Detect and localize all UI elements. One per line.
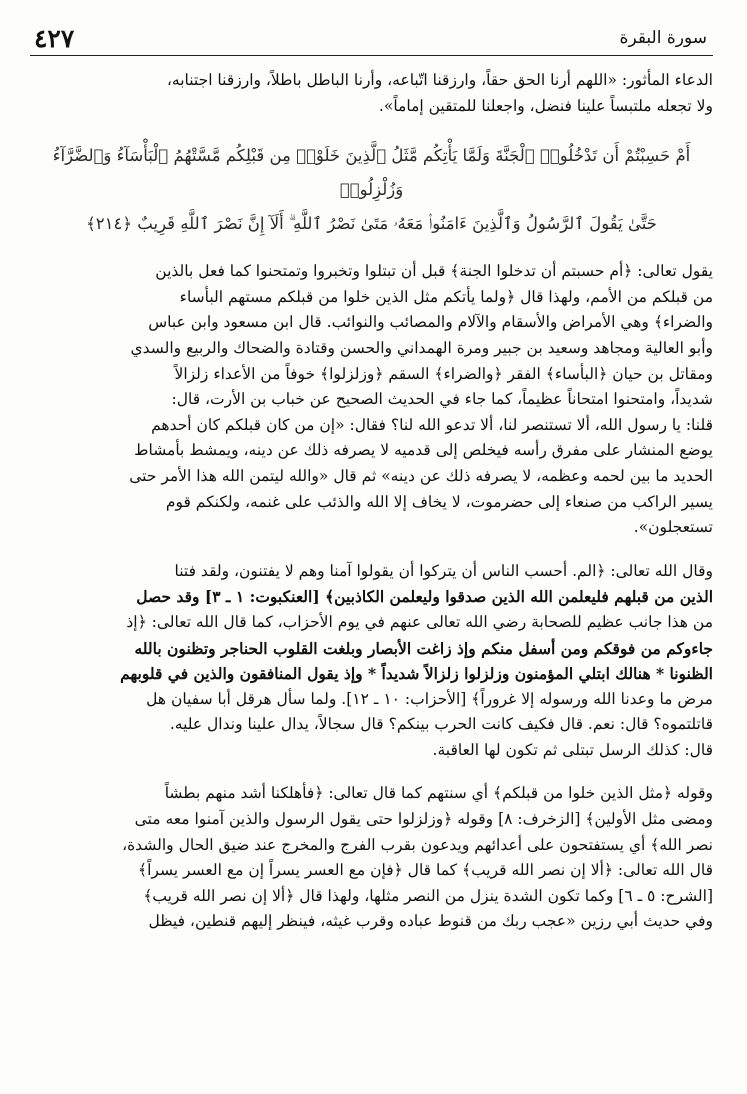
text-line: الذين من قبلهم فليعلمن الله الذين صدقوا وليعلمن الكاذبين﴾ [العنكبوت: ١ ـ ٣] وقد حصل (136, 587, 713, 607)
tafsir-paragraph-2 (30, 559, 713, 764)
intro-line: الدعاء المأثور: «اللهم أرنا الحق حقاً، وارزقنا اتّباعه، وأرنا الباطل باطلاً، وارزقنا اجتنابه، (166, 71, 713, 89)
page-content (30, 68, 713, 935)
text-line: يوضع المنشار على مفرق رأسه فيخلص إلى قدميه لا يصرفه ذلك عن دينه، ويمشط بأمشاط (134, 441, 713, 460)
verse-line: أَمْ حَسِبْتُمْ أَن تَدْخُلُوا۟ ٱلْجَنَّةَ وَلَمَّا يَأْتِكُم مَّثَلُ ٱلَّذِينَ خَلَوْا۟ مِن قَبْلِكُم مَّسَّتْهُمُ ٱلْبَأْسَآءُ وَٱلضَّرَّآءُ وَزُلْزِلُوا۟ (52, 146, 691, 200)
text-line: وأبو العالية ومجاهد وسعيد بن جبير ومرة الهمداني والحسن وقتادة والضحاك والربيع والسدي (130, 338, 713, 357)
text-line: قال: كذلك الرسل تبتلى ثم تكون لها العاقبة. (432, 740, 713, 759)
text-line: وفي حديث أبي رزين «عجب ربك من قنوط عباده وقرب غيثه، فينظر إليهم قنطين، فيظل (148, 912, 713, 931)
text-line: قاتلتموه؟ قال: نعم. قال فكيف كانت الحرب بينكم؟ قال سجالاً، يدال علينا وندال عليه. (169, 715, 713, 734)
text-line: الحديد ما بين لحمه وعظمه، لا يصرفه ذلك عن دينه» ثم قال «والله ليتمن الله هذا الأمر حتى (129, 466, 713, 485)
page-header (30, 0, 713, 52)
tafsir-paragraph-1 (30, 259, 713, 541)
text-line: قلنا: يا رسول الله، ألا تستنصر لنا، ألا تدعو الله لنا؟ فقال: «إن من كان قبلكم كان أحدهم (151, 415, 713, 434)
text-line: يقول تعالى: ﴿أم حسبتم أن تدخلوا الجنة﴾ قبل أن تبتلوا وتخبروا وتمتحنوا كما فعل بالذين (155, 262, 713, 281)
text-line: ومضى مثل الأولين﴾ [الزخرف: ٨] وقوله ﴿وزلزلوا حتى يقول الرسول والذين آمنوا معه متى (134, 810, 713, 829)
text-line: مرض ما وعدنا الله ورسوله إلا غروراً﴾ [الأحزاب: ١٠ ـ ١٢]. ولما سأل هرقل أبا سفيان هل (146, 689, 713, 708)
text-line: وقال الله تعالى: ﴿الم. أحسب الناس أن يتركوا أن يقولوا آمنا وهم لا يفتنون، ولقد فتنا (174, 561, 713, 580)
text-line: من قبلكم من الأمم، ولهذا قال ﴿ولما يأتكم مثل الذين خلوا من قبلكم مستهم البأساء (179, 287, 713, 306)
page-number: ٤٢٧ (34, 24, 75, 53)
quran-verse (30, 139, 713, 241)
text-line: قال الله تعالى: ﴿ألا إن نصر الله قريب﴾ كما قال ﴿فإن مع العسر يسراً إن مع العسر يسراً﴾ (138, 861, 713, 880)
text-line: والضراء﴾ وهي الأمراض والأسقام والآلام والمصائب والنوائب. قال ابن مسعود وابن عباس (148, 313, 713, 332)
header-divider (30, 55, 713, 56)
text-line: تستعجلون». (633, 518, 713, 537)
text-line: وقوله ﴿مثل الذين خلوا من قبلكم﴾ أي سنتهم كما قال تعالى: ﴿فأهلكنا أشد منهم بطشاً (164, 784, 713, 803)
text-line: ومقاتل بن حيان ﴿البأساء﴾ الفقر ﴿والضراء﴾ السقم ﴿وزلزلوا﴾ خوفاً من الأعداء زلزالاً (174, 364, 713, 383)
intro-line: ولا تجعله ملتبساً علينا فنضل، واجعلنا للمتقين إماماً». (378, 96, 713, 115)
text-line: نصر الله﴾ أي يستفتحون على أعدائهم ويدعون بقرب الفرج والمخرج عند ضيق الحال والشدة، (122, 835, 713, 854)
tafsir-paragraph-3 (30, 781, 713, 935)
text-line: الظنونا * هنالك ابتلي المؤمنون وزلزلوا زلزالاً شديداً * وإذ يقول المنافقون والذين في قلوبهم (120, 664, 713, 684)
text-line: من هذا جانب عظيم للصحابة رضي الله تعالى عنهم في يوم الأحزاب، كما قال الله تعالى: ﴿إذ (126, 612, 713, 631)
text-line: جاءوكم من فوقكم ومن أسفل منكم وإذ زاغت الأبصار وبلغت القلوب الحناجر وتظنون بالله (134, 638, 713, 658)
text-line: يسير الراكب من صنعاء إلى حضرموت، لا يخاف إلا الله والذئب على غنمه، ولكنكم قوم (165, 492, 713, 511)
surah-title: سورة البقرة (619, 28, 707, 48)
text-line: شديداً، وامتحنوا امتحاناً عظيماً، كما جاء في الحديث الصحيح عن خباب بن الأرت، قال: (171, 390, 713, 409)
text-line: [الشرح: ٥ ـ ٦] وكما تكون الشدة ينزل من النصر مثلها، ولهذا قال ﴿ألا إن نصر الله قريب﴾ (143, 886, 713, 905)
verse-line: حَتَّىٰ يَقُولَ ٱلرَّسُولُ وَٱلَّذِينَ ءَامَنُوا۟ مَعَهُۥ مَتَىٰ نَصْرُ ٱللَّهِ ۗ أَلَآ إِنَّ نَصْرَ ٱللَّهِ قَرِيبٌ ﴿٢١٤﴾ (86, 214, 657, 234)
